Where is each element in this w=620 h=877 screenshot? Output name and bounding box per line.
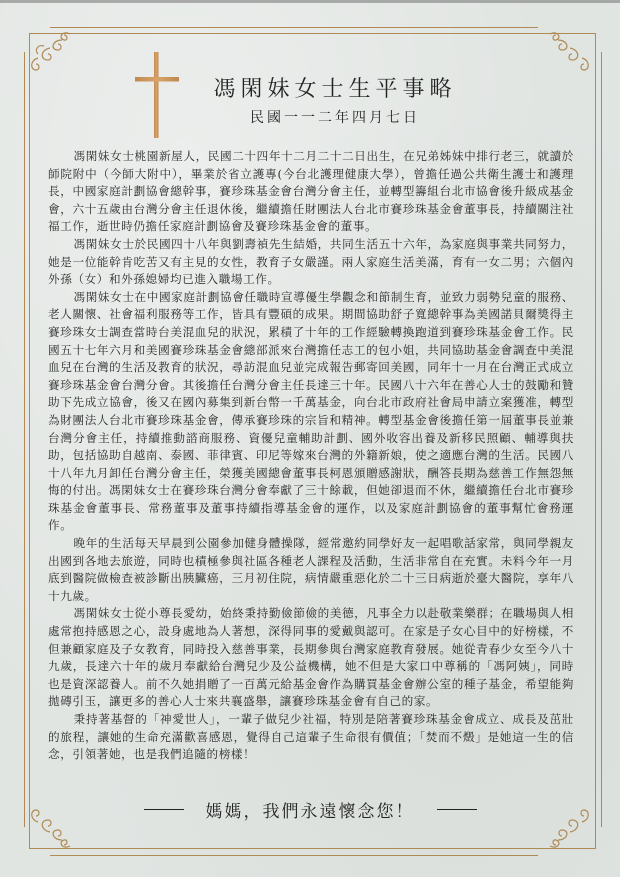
corner-flourish-icon — [22, 800, 74, 852]
paragraph-career: 馮閑妹女士在中國家庭計劃協會任職時宣導優生學觀念和節制生育，並致力弱勢兒童的服務、老人關懷、社會福利服務等工作，皆具有豐碩的成果。期間協助舒子寬總幹事為美國諾貝爾獎得主賽珍珠女士調查當時台美混血兒的狀況，累積了十年的工作經驗轉換跑道到賽珍珠基金會工作。民國五十七年六月和美國賽珍珠基金會總部派來台灣擔任志工的包小姐，共同協助基金會調查中美混血兒在台灣的生活及教育的狀況，尋訪混血兒並完成報告郵寄回美國，同年十一月在台灣正式成立賽珍珠基金會台灣分會。其後擔任台灣分會主任長達三十年。民國八十六年在善心人士的鼓勵和贊助下先成立協會，後又在國內募集到新台幣一千萬基金，向台北市政府社會局申請立案獲准，轉型為財團法人台北市賽珍珠基金會，傳承賽珍珠的宗旨和精神。轉型基金會後擔任第一屆董事長並兼台灣分會主任，持續推動諮商服務、資優兒童輔助計劃、國外收容出養及新移民照顧、輔導與扶助，包括協助自越南、泰國、菲律賓、印尼等嫁來台灣的外籍新娘，使之適應台灣的生活。民國八十八年九月卸任台灣分會主任，榮獲美國總會董事長柯恩頒贈感謝狀，酬答長期為慈善工作無怨無悔的付出。馮閑妹女士在賽珍珠台灣分會奉獻了三十餘載，但她卻退而不休，繼續擔任台北市賽珍珠基金會董事長、常務董事及董事持續指導基金會的運作，以及家庭計劃協會的董事幫忙會務運作。 — [48, 289, 574, 533]
closing-line — [120, 797, 500, 822]
biography-body — [48, 148, 574, 764]
document-date: 民國一一二年四月七日 — [250, 110, 420, 126]
corner-flourish-icon — [546, 800, 598, 852]
paragraph-character: 馮閑妹女士從小尊長愛幼，始終秉持勤儉節儉的美德，凡事全力以赴敬業樂群；在職場與人相處常抱持感恩之心，設身處地為人著想，深得同事的愛戴與認可。在家是子女心目中的好榜樣，不但兼顧家庭及子女教育，同時投入慈善事業，長期參與台灣家庭教育發展。她從青春少女至今八十九歲，長達六十年的歲月奉獻給台灣兒少及公益機構，她不但是大家口中尊稱的「馮阿姨」，同時也是資深認養人。前不久她捐贈了一百萬元給基金會作為購買基金會辦公室的種子基金，希望能夠拋磚引玉，讓更多的善心人士來共襄盛舉，讓賽珍珠基金會有自己的家。 — [48, 606, 574, 709]
scan-edge — [0, 0, 620, 3]
paragraph-later-life: 晚年的生活每天早晨到公園參加健身體操隊，經常邀約同學好友一起唱歌話家常，與同學親友出國到各地去旅遊，同時也積極參與社區各種老人課程及活動，生活非常自在充實。未料今年一月底到醫院做檢查被診斷出胰臟癌，三月初住院，病情嚴重惡化於二十三日病逝於臺大醫院，享年八十九歲。 — [48, 536, 574, 603]
corner-flourish-icon — [546, 28, 598, 80]
corner-flourish-icon — [22, 28, 74, 80]
closing-text: 媽媽，我們永遠懷念您！ — [205, 802, 415, 822]
paragraph-faith: 秉持著基督的「神愛世人」，一輩子做兒少社福，特別是陪著賽珍珠基金會成立、成長及茁壯的旅程，讓她的生命充滿歡喜感恩，覺得自己這輩子生命很有價值；「焚而不燬」是她這一生的信念，引領著她，也是我們追隨的榜樣！ — [48, 712, 574, 762]
document-title: 馮閑妹女士生平事略 — [213, 77, 457, 102]
dash-left — [144, 809, 184, 810]
paragraph-marriage: 馮閑妹女士於民國四十八年與劉壽禎先生結婚，共同生活五十六年，為家庭與事業共同努力，她是一位能幹肯吃苦又有主見的女性，教育子女嚴謹。兩人家庭生活美滿，育有一女二男；六個內外孫（女）和外孫媳婦均已進入職場工作。 — [48, 236, 574, 287]
dash-right — [437, 809, 477, 810]
paragraph-early-life: 馮閑妹女士桃園新屋人，民國二十四年十二月二十二日出生，在兄弟姊妹中排行老三，就讀於師院附中（今師大附中），畢業於省立護專(今台北護理健康大學），曾擔任過公共衛生護士和護理長，中國家庭計劃協會總幹事，賽珍珠基金會台灣分會主任，並轉型籌組台北市協會後升級成基金會，六十五歲由台灣分會主任退休後，繼續擔任財團法人台北市賽珍珠基金會董事長，持續關注社福工作，逝世時仍擔任家庭計劃協會及賽珍珠基金會的董事。 — [48, 149, 574, 234]
